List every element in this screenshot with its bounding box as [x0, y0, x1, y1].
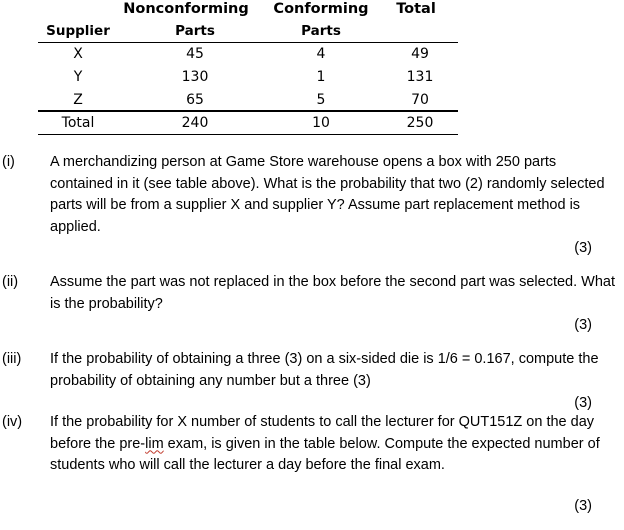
supplier-cell: Z	[73, 92, 83, 108]
question-iv	[0, 412, 624, 500]
spellcheck-word: lim	[145, 435, 164, 452]
conforming-cell: 5	[316, 92, 326, 108]
question-text	[50, 412, 615, 477]
question-text-part: exam, is given in the table below. Compute the expected number of students who will call the lecturer a day before the final exam.	[50, 435, 600, 473]
header-conforming-parts: Parts	[301, 23, 341, 39]
bottom-rule	[38, 134, 458, 135]
question-ii	[0, 272, 624, 316]
total-rule	[38, 110, 458, 112]
nonconforming-cell: 65	[186, 92, 204, 108]
marks-label: (3)	[574, 240, 592, 256]
supplier-parts-table	[0, 0, 624, 140]
total-cell: 49	[411, 46, 429, 62]
conforming-cell: 4	[316, 46, 326, 62]
header-nonconforming-parts: Parts	[175, 23, 215, 39]
nonconforming-cell: 130	[181, 69, 209, 85]
header-conforming: Conforming	[273, 1, 369, 17]
question-number: (iv)	[2, 414, 23, 430]
total-label-cell: Total	[61, 115, 95, 131]
total-cell: 131	[406, 69, 434, 85]
question-i	[0, 152, 624, 242]
header-supplier: Supplier	[46, 23, 110, 39]
marks-label: (3)	[574, 317, 592, 333]
question-text: If the probability of obtaining a three (3) on a six-sided die is 1/6 = 0.167, compute the probability of obtaining any number but a three (3)	[50, 351, 599, 389]
supplier-cell: X	[73, 46, 83, 62]
marks-label: (3)	[574, 498, 592, 514]
header-rule	[38, 42, 458, 43]
question-number: (ii)	[2, 274, 19, 290]
question-text: A merchandizing person at Game Store warehouse opens a box with 250 parts contained in it (see table above). What is the probability that two (2) randomly selected parts will be from a supplier X and supplier Y? Assume part replacement method is applied.	[50, 154, 605, 235]
total-conforming-cell: 10	[312, 115, 330, 131]
marks-label: (3)	[574, 395, 592, 411]
header-nonconforming: Nonconforming	[123, 1, 249, 17]
nonconforming-cell: 45	[186, 46, 204, 62]
question-text-part: If the probability for X number of students to call the lecturer for QUT151Z on the day before the pre-	[50, 414, 595, 452]
question-text: Assume the part was not replaced in the box before the second part was selected. What is the probability?	[50, 274, 616, 312]
supplier-cell: Y	[73, 69, 83, 85]
question-number: (iii)	[2, 351, 22, 367]
question-iii	[0, 349, 624, 393]
total-nonconforming-cell: 240	[181, 115, 209, 131]
question-number: (i)	[2, 154, 15, 170]
conforming-cell: 1	[316, 69, 326, 85]
total-cell: 70	[411, 92, 429, 108]
grand-total-cell: 250	[406, 115, 434, 131]
header-total: Total	[396, 1, 436, 17]
